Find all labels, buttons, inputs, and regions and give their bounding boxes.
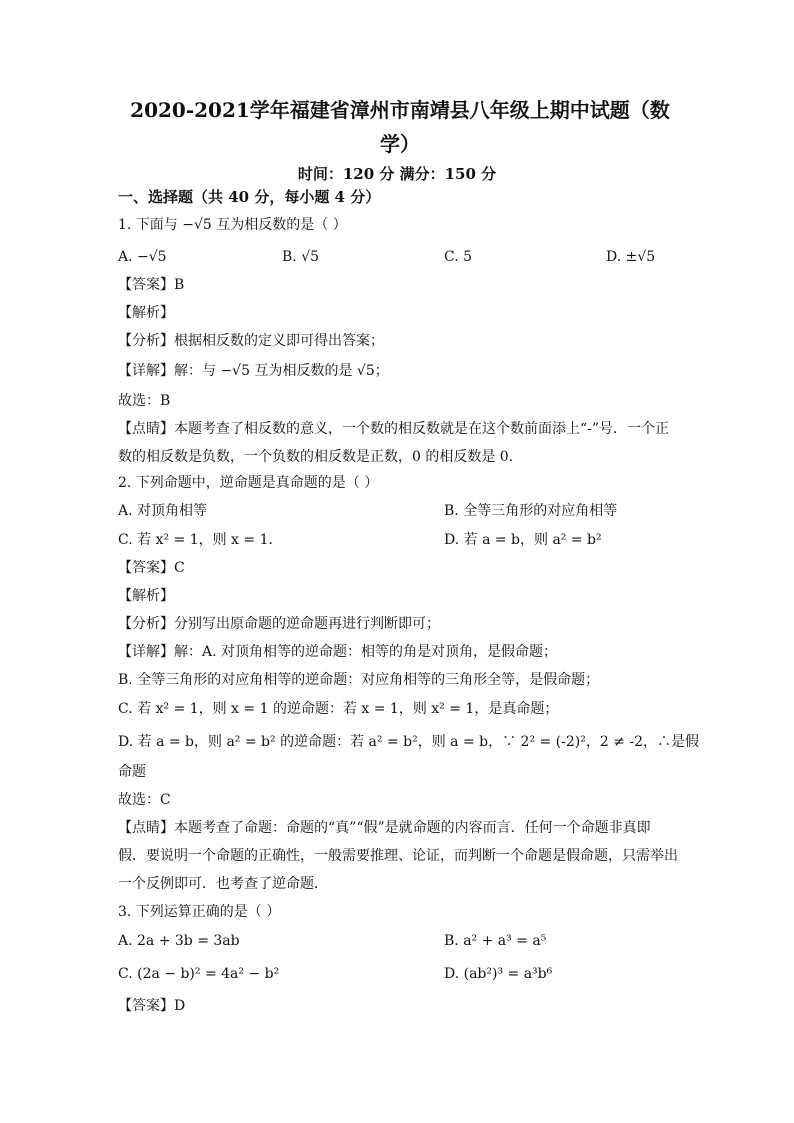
q1-option-c: C. 5 xyxy=(444,249,473,265)
q1-dianjing-2: 数的相反数是负数，一个负数的相反数是正数，0 的相反数是 0． xyxy=(118,449,523,465)
q3-option-d: D. (ab²)³ = a³b⁶ xyxy=(444,966,553,982)
q1-xiangjie: 【详解】解：与 −√5 互为相反数的是 √5； xyxy=(118,363,389,379)
q2-xiangjie-a: 【详解】解：A. 对顶角相等的逆命题：相等的角是对顶角，是假命题； xyxy=(118,644,558,660)
q1-option-b: B. √5 xyxy=(282,249,320,265)
q2-xiangjie-b: B. 全等三角形的对应角相等的逆命题：对应角相等的三角形全等，是假命题； xyxy=(118,672,600,688)
q2-option-c: C. 若 x² = 1，则 x = 1． xyxy=(118,532,283,548)
section-heading: 一、选择题（共 40 分，每小题 4 分） xyxy=(118,188,381,206)
q2-fenxi: 【分析】分别写出原命题的逆命题再进行判断即可； xyxy=(118,616,440,632)
page-title-continued: 学） xyxy=(380,132,420,156)
q2-xiangjie-d-continued: 命题 xyxy=(118,764,146,780)
q2-option-b: B. 全等三角形的对应角相等 xyxy=(444,503,618,519)
q3-answer: 【答案】D xyxy=(118,998,186,1014)
q3-option-a: A. 2a + 3b = 3ab xyxy=(118,933,240,949)
q2-dianjing-3: 一个反例即可．也考查了逆命题． xyxy=(118,876,328,892)
q3-option-b: B. a² + a³ = a⁵ xyxy=(444,933,547,949)
q2-dianjing-1: 【点睛】本题考查了命题：命题的“真”“假”是就命题的内容而言．任何一个命题非真即 xyxy=(118,820,651,836)
q2-answer: 【答案】C xyxy=(118,560,185,576)
q2-xiangjie-c: C. 若 x² = 1，则 x = 1 的逆命题：若 x = 1，则 x² = 1，是真命题； xyxy=(118,701,559,717)
q3-option-c: C. (2a − b)² = 4a² − b² xyxy=(118,966,280,982)
q2-analysis-label: 【解析】 xyxy=(118,588,174,604)
q2-guxuan: 故选：C xyxy=(118,792,171,808)
q1-answer: 【答案】B xyxy=(118,277,185,293)
q1-option-a: A. −√5 xyxy=(118,249,167,265)
q1-option-d: D. ±√5 xyxy=(606,249,656,265)
exam-time-score: 时间：120 分 满分：150 分 xyxy=(297,165,497,183)
q2-option-d: D. 若 a = b，则 a² = b² xyxy=(444,532,602,548)
q2-xiangjie-d: D. 若 a = b，则 a² = b² 的逆命题：若 a² = b²，则 a = b，∵ 2² = (-2)²，2 ≠ -2，∴是假 xyxy=(118,734,700,750)
q1-dianjing-1: 【点睛】本题考查了相反数的意义，一个数的相反数就是在这个数前面添上“-”号．一个正 xyxy=(118,421,670,437)
q1-analysis-label: 【解析】 xyxy=(118,305,174,321)
page-title: 2020-2021学年福建省漳州市南靖县八年级上期中试题（数 xyxy=(130,98,670,122)
q2-stem: 2. 下列命题中，逆命题是真命题的是（ ） xyxy=(118,475,379,491)
q3-stem: 3. 下列运算正确的是（ ） xyxy=(118,904,281,920)
q2-dianjing-2: 假．要说明一个命题的正确性，一般需要推理、论证，而判断一个命题是假命题，只需举出 xyxy=(118,848,678,864)
q1-stem: 1. 下面与 −√5 互为相反数的是（ ） xyxy=(118,217,347,233)
q1-fenxi: 【分析】根据相反数的定义即可得出答案； xyxy=(118,333,384,349)
q1-guxuan: 故选：B xyxy=(118,393,171,409)
q2-option-a: A. 对顶角相等 xyxy=(118,503,208,519)
